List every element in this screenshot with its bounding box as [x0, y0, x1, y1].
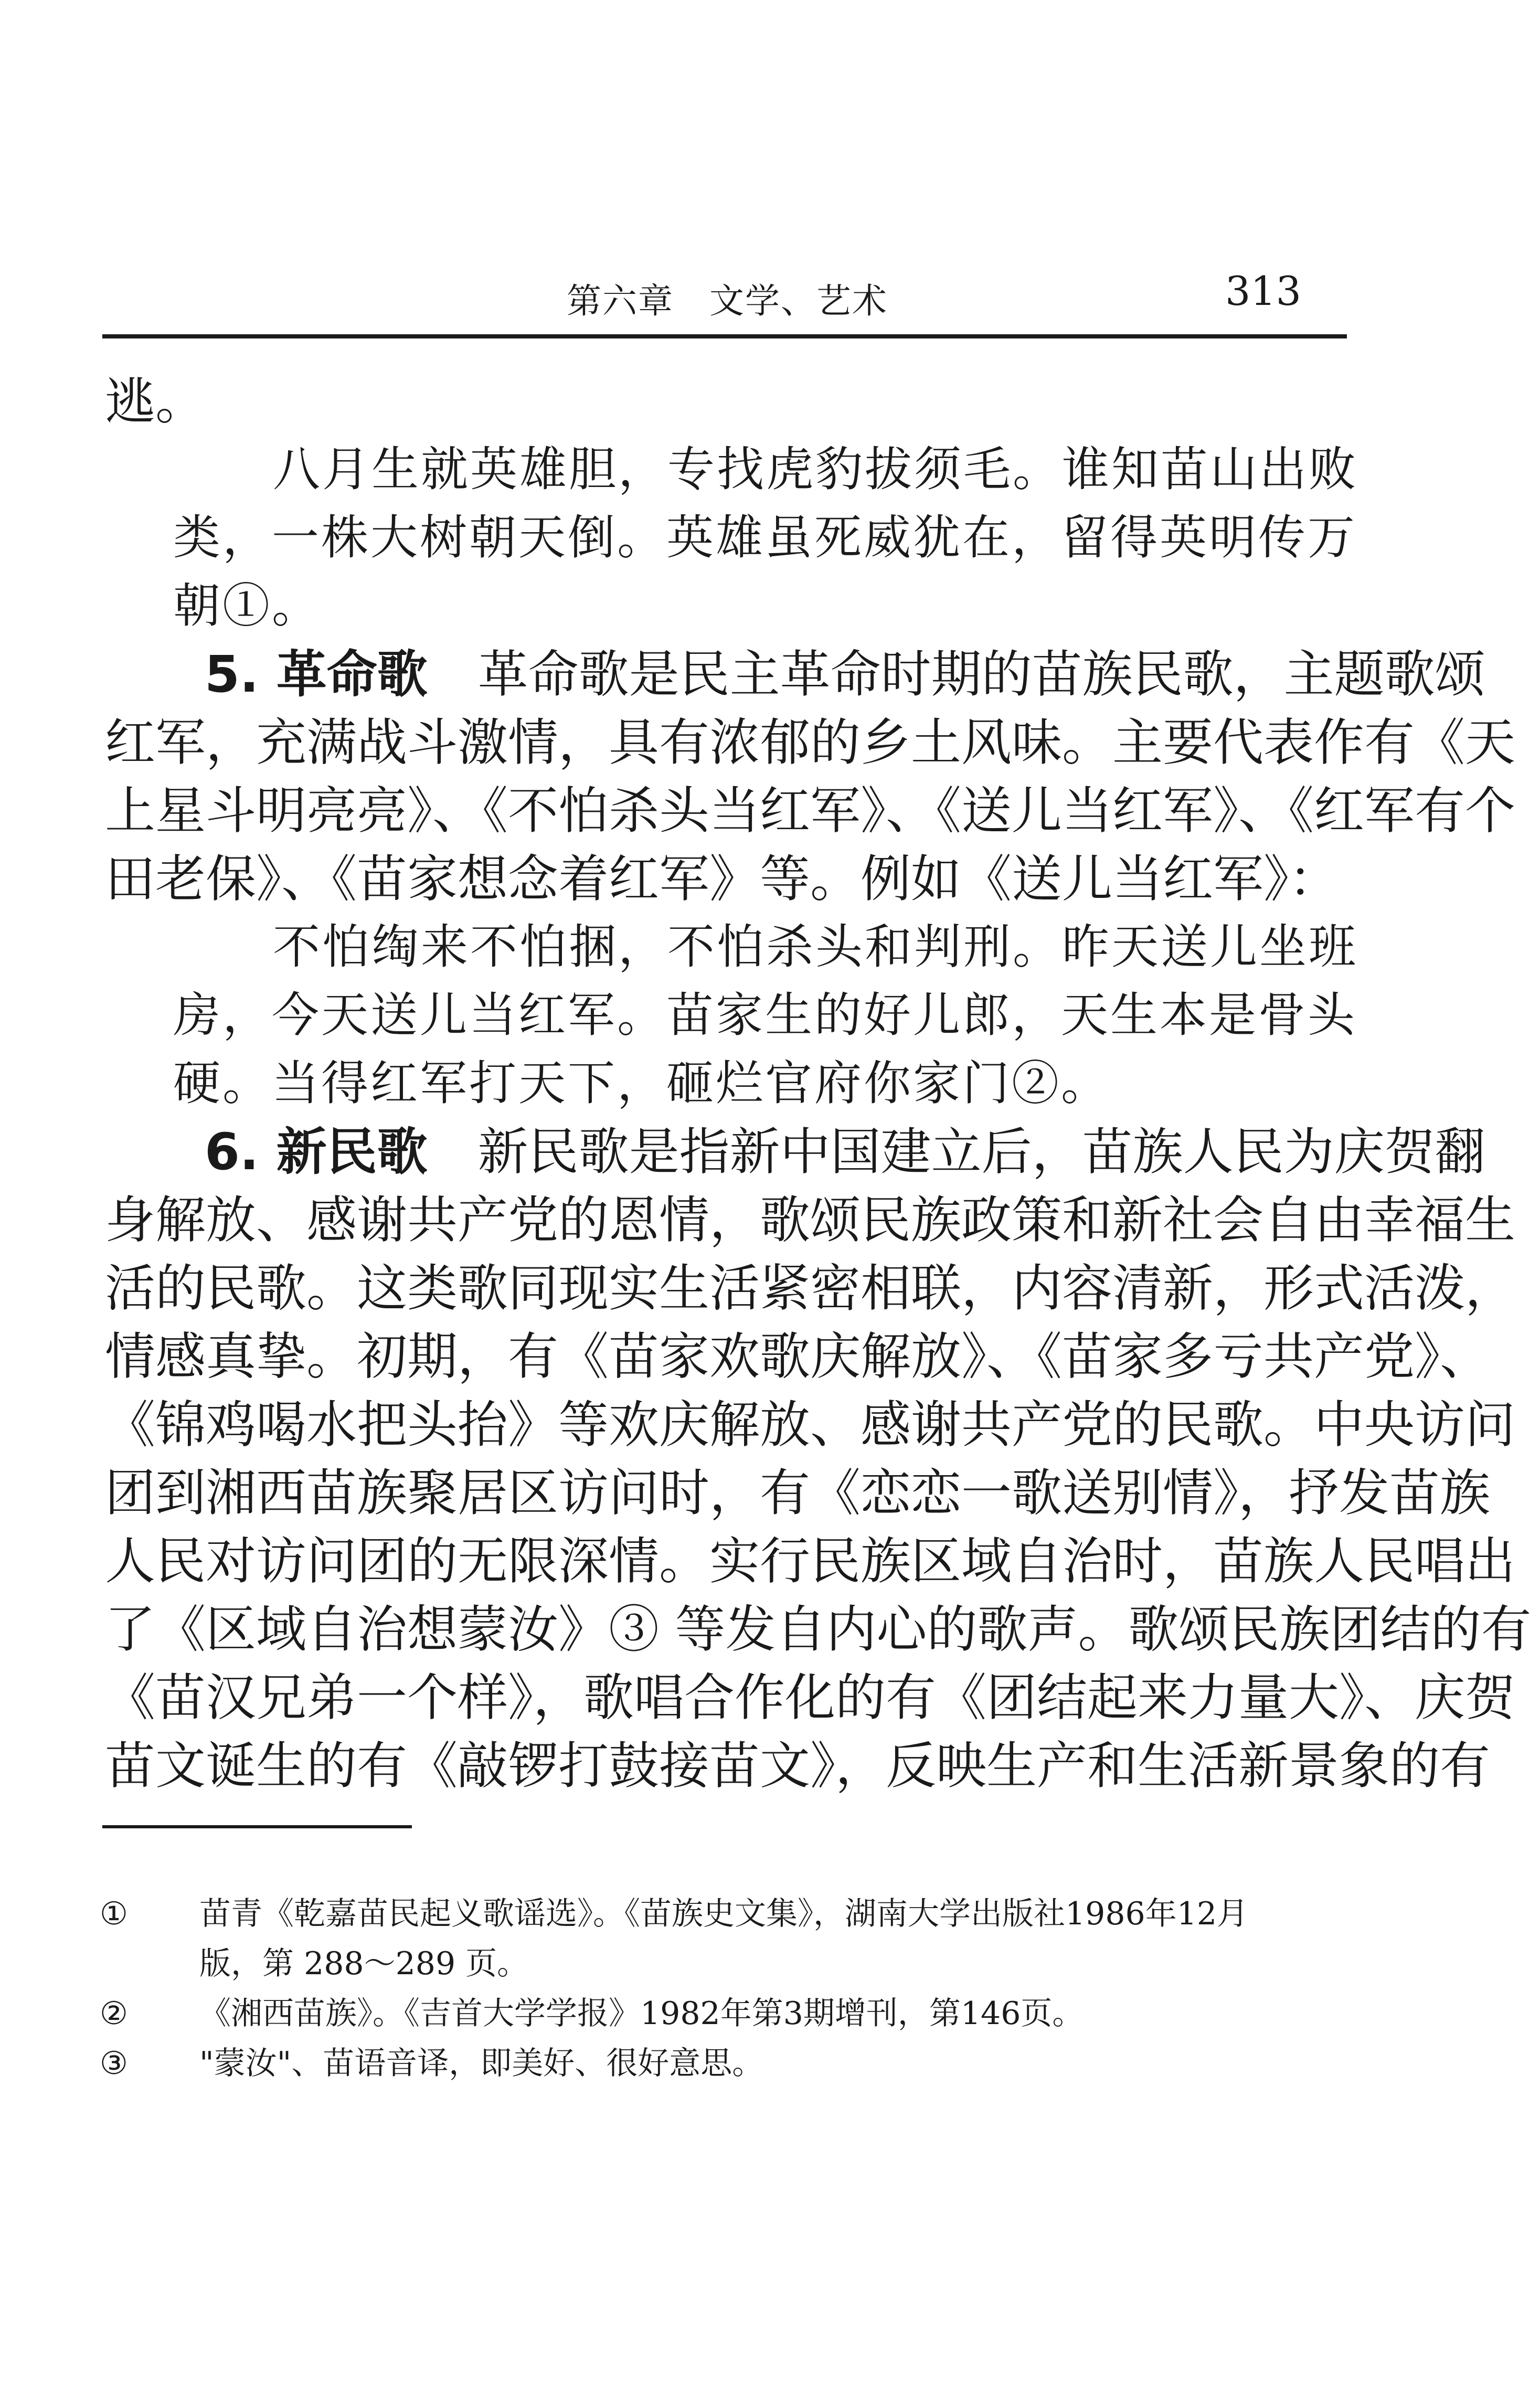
section-revolutionary-songs — [105, 640, 1515, 913]
paragraph-line: 《苗汉兄弟一个样》，歌唱合作化的有《团结起来力量大》、庆贺 — [105, 1668, 1515, 1727]
poem-excerpt-1 — [105, 436, 1358, 640]
paragraph-line: 人民对访问团的无限深情。实行民族区域自治时，苗族人民唱出 — [105, 1532, 1515, 1591]
running-header — [105, 262, 1343, 325]
section-text: 革命歌是民主革命时期的苗族民歌，主题歌颂 — [427, 645, 1485, 704]
paragraph-line: 团到湘西苗族聚居区访问时，有《恋恋一歌送别情》，抒发苗族 — [105, 1464, 1490, 1522]
paragraph-line: 了《区域自治想蒙汝》③ 等发自内心的歌声。歌颂民族团结的有 — [105, 1600, 1532, 1659]
footnote-text: 苗青《乾嘉苗民起义歌谣选》。《苗族史文集》，湖南大学出版社1986年12月 — [199, 1895, 1249, 1932]
header-rule — [102, 334, 1347, 338]
footnote-marker: ① — [100, 1895, 128, 1932]
paragraph-line: 活的民歌。这类歌同现实生活紧密相联，内容清新，形式活泼， — [105, 1259, 1515, 1318]
footnote-3 — [100, 2039, 1343, 2089]
poem-line: 硬。当得红军打天下，砸烂官府你家门②。 — [173, 1056, 1110, 1111]
paragraph-line: 情感真挚。初期，有《苗家欢歌庆解放》、《苗家多亏共产党》、 — [105, 1327, 1490, 1386]
paragraph-line: 红军，充满战斗激情，具有浓郁的乡土风味。主要代表作有《天 — [105, 713, 1515, 772]
section-text: 新民歌是指新中国建立后，苗族人民为庆贺翻 — [427, 1122, 1485, 1181]
poem-line: 类，一株大树朝天倒。英雄虽死威犹在，留得英明传万 — [173, 510, 1357, 565]
poem-line: 房，今天送儿当红军。苗家生的好儿郎，天生本是骨头 — [173, 988, 1357, 1043]
footnote-1 — [100, 1889, 1343, 1989]
paragraph-line: 《锦鸡喝水把头抬》等欢庆解放、感谢共产党的民歌。中央访问 — [105, 1395, 1515, 1454]
continuation-line: 逃。 — [105, 372, 206, 431]
poem-line: 不怕绹来不怕捆，不怕杀头和判刑。昨天送儿坐班 — [273, 919, 1358, 975]
footnote-marker: ③ — [100, 2045, 128, 2082]
section-first-line — [105, 1118, 1485, 1186]
section-new-folk-songs — [105, 1118, 1532, 1800]
poem-line: 朝①。 — [173, 578, 321, 633]
paragraph-line: 身解放、感谢共产党的恩情，歌颂民族政策和新社会自由幸福生 — [105, 1191, 1515, 1249]
paragraph-line: 苗文诞生的有《敲锣打鼓接苗文》，反映生产和生活新景象的有 — [105, 1736, 1490, 1795]
paragraph-line: 田老保》、《苗家想念着红军》等。例如《送儿当红军》： — [105, 850, 1339, 908]
footnote-text: "蒙汝"、苗语音译，即美好、很好意思。 — [199, 2045, 764, 2082]
poem-excerpt-2 — [105, 913, 1358, 1118]
poem-line: 八月生就英雄胆，专找虎豹拔须毛。谁知苗山出败 — [273, 442, 1358, 497]
section-heading: 6. 新民歌 — [205, 1122, 428, 1181]
page-number: 313 — [1225, 268, 1301, 314]
footnote-marker: ② — [100, 1995, 128, 2032]
section-first-line — [105, 640, 1485, 708]
paragraph-line: 上星斗明亮亮》、《不怕杀头当红军》、《送儿当红军》、《红军有个 — [105, 781, 1515, 840]
footnote-rule — [102, 1825, 412, 1828]
footnotes — [100, 1889, 1343, 2089]
footnote-2 — [100, 1989, 1343, 2039]
chapter-title: 第六章 文学、艺术 — [567, 281, 888, 321]
footnote-text: 《湘西苗族》。《吉首大学学报》1982年第3期增刊，第146页。 — [199, 1995, 1084, 2032]
footnote-text: 版，第 288～289 页。 — [199, 1945, 529, 1982]
body-text — [105, 367, 1532, 1800]
section-heading: 5. 革命歌 — [205, 645, 428, 704]
